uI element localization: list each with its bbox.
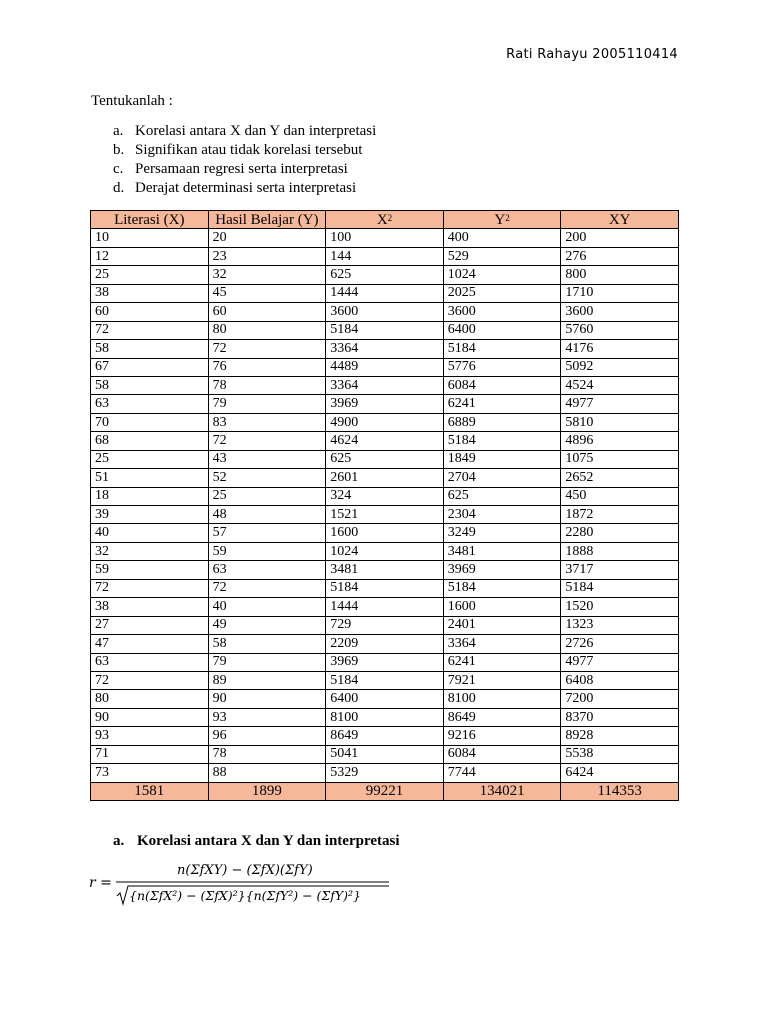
table-cell: 25 <box>91 266 209 284</box>
table-cell: 39 <box>91 506 209 524</box>
table-cell: 6424 <box>561 764 679 782</box>
table-cell: 3249 <box>443 524 561 542</box>
table-cell: 6400 <box>326 690 444 708</box>
table-cell: 2025 <box>443 284 561 302</box>
table-cell: 2280 <box>561 524 679 542</box>
table-cell: 5184 <box>443 340 561 358</box>
table-cell: 70 <box>91 413 209 431</box>
table-cell: 72 <box>208 432 326 450</box>
table-row <box>91 579 679 597</box>
header-label: Y <box>494 211 506 228</box>
table-cell: 38 <box>91 598 209 616</box>
table-cell: 5184 <box>326 671 444 689</box>
table-cell: 7744 <box>443 764 561 782</box>
table-cell: 80 <box>91 690 209 708</box>
task-marker: a. <box>113 123 124 139</box>
table-cell: 48 <box>208 506 326 524</box>
table-row <box>91 671 679 689</box>
table-cell: 2304 <box>443 506 561 524</box>
table-cell: 71 <box>91 745 209 763</box>
header-superscript: 2 <box>505 212 510 223</box>
table-cell: 7200 <box>561 690 679 708</box>
table-cell: 1024 <box>326 542 444 560</box>
table-cell: 79 <box>208 653 326 671</box>
task-item <box>91 160 376 179</box>
table-cell: 3364 <box>326 376 444 394</box>
table-cell: 40 <box>208 598 326 616</box>
table-cell: 1872 <box>561 506 679 524</box>
task-item <box>91 141 376 160</box>
table-cell: 2726 <box>561 635 679 653</box>
table-cell: 7921 <box>443 671 561 689</box>
table-cell: 72 <box>208 579 326 597</box>
correlation-formula <box>89 858 409 908</box>
table-cell: 58 <box>91 340 209 358</box>
table-cell: 5760 <box>561 321 679 339</box>
table-cell: 58 <box>208 635 326 653</box>
table-row <box>91 635 679 653</box>
table-cell: 4896 <box>561 432 679 450</box>
table-cell: 1888 <box>561 542 679 560</box>
task-text: Signifikan atau tidak korelasi tersebut <box>135 142 363 158</box>
table-row <box>91 395 679 413</box>
header-label: Literasi (X) <box>114 211 185 228</box>
table-cell: 67 <box>91 358 209 376</box>
total-cell: 114353 <box>561 782 679 800</box>
table-body <box>91 229 679 782</box>
table-cell: 2209 <box>326 635 444 653</box>
total-cell: 99221 <box>326 782 444 800</box>
table-cell: 45 <box>208 284 326 302</box>
table-row <box>91 450 679 468</box>
table-cell: 3969 <box>326 395 444 413</box>
table-cell: 80 <box>208 321 326 339</box>
table-cell: 93 <box>208 708 326 726</box>
table-row <box>91 616 679 634</box>
table-cell: 400 <box>443 229 561 247</box>
table-cell: 23 <box>208 247 326 265</box>
table-cell: 59 <box>91 561 209 579</box>
table-cell: 1024 <box>443 266 561 284</box>
intro-text: Tentukanlah : <box>91 93 173 109</box>
table-cell: 6084 <box>443 745 561 763</box>
table-row <box>91 653 679 671</box>
table-cell: 5776 <box>443 358 561 376</box>
table-cell: 800 <box>561 266 679 284</box>
table-row <box>91 487 679 505</box>
table-cell: 72 <box>91 579 209 597</box>
table-cell: 32 <box>208 266 326 284</box>
table-row <box>91 321 679 339</box>
table-cell: 78 <box>208 745 326 763</box>
table-cell: 8928 <box>561 727 679 745</box>
table-row <box>91 708 679 726</box>
table-cell: 8370 <box>561 708 679 726</box>
table-cell: 1444 <box>326 598 444 616</box>
data-table <box>90 210 679 801</box>
table-cell: 40 <box>91 524 209 542</box>
table-cell: 5041 <box>326 745 444 763</box>
table-cell: 1444 <box>326 284 444 302</box>
table-cell: 83 <box>208 413 326 431</box>
table-cell: 2401 <box>443 616 561 634</box>
header-xy <box>561 211 679 229</box>
table-cell: 3969 <box>443 561 561 579</box>
table-row <box>91 727 679 745</box>
table-row <box>91 340 679 358</box>
table-cell: 1520 <box>561 598 679 616</box>
table-cell: 47 <box>91 635 209 653</box>
task-text: Korelasi antara X dan Y dan interpretasi <box>135 123 377 139</box>
table-cell: 1600 <box>443 598 561 616</box>
table-cell: 57 <box>208 524 326 542</box>
table-cell: 3717 <box>561 561 679 579</box>
table-cell: 1323 <box>561 616 679 634</box>
table-cell: 4977 <box>561 395 679 413</box>
table-cell: 10 <box>91 229 209 247</box>
table-cell: 4176 <box>561 340 679 358</box>
table-cell: 63 <box>208 561 326 579</box>
task-item <box>91 122 376 141</box>
table-cell: 100 <box>326 229 444 247</box>
table-row <box>91 524 679 542</box>
header-label: Hasil Belajar (Y) <box>215 211 319 228</box>
table-cell: 52 <box>208 469 326 487</box>
table-row <box>91 745 679 763</box>
table-cell: 144 <box>326 247 444 265</box>
table-cell: 625 <box>326 266 444 284</box>
total-cell: 1899 <box>208 782 326 800</box>
table-row <box>91 690 679 708</box>
table-cell: 3600 <box>561 303 679 321</box>
table-cell: 68 <box>91 432 209 450</box>
table-cell: 5184 <box>326 579 444 597</box>
header-label: XY <box>608 211 631 228</box>
table-cell: 72 <box>91 321 209 339</box>
table-row <box>91 284 679 302</box>
task-item <box>91 179 376 198</box>
table-cell: 6400 <box>443 321 561 339</box>
table-row <box>91 266 679 284</box>
table-cell: 4900 <box>326 413 444 431</box>
table-cell: 20 <box>208 229 326 247</box>
table-cell: 2652 <box>561 469 679 487</box>
table-cell: 2704 <box>443 469 561 487</box>
table-cell: 12 <box>91 247 209 265</box>
author-name-id: Rati Rahayu 2005110414 <box>506 47 678 62</box>
table-cell: 5184 <box>443 432 561 450</box>
table-cell: 59 <box>208 542 326 560</box>
table-cell: 8100 <box>326 708 444 726</box>
table-cell: 450 <box>561 487 679 505</box>
formula-graphic <box>89 858 409 908</box>
table-cell: 3969 <box>326 653 444 671</box>
table-cell: 3600 <box>443 303 561 321</box>
table-cell: 25 <box>208 487 326 505</box>
table-cell: 729 <box>326 616 444 634</box>
table-cell: 1075 <box>561 450 679 468</box>
table-cell: 43 <box>208 450 326 468</box>
table-cell: 4977 <box>561 653 679 671</box>
table-cell: 3481 <box>443 542 561 560</box>
table-cell: 1710 <box>561 284 679 302</box>
table-cell: 5184 <box>326 321 444 339</box>
table-row <box>91 469 679 487</box>
table-cell: 6241 <box>443 653 561 671</box>
table-cell: 5184 <box>443 579 561 597</box>
table-cell: 60 <box>208 303 326 321</box>
table-cell: 2601 <box>326 469 444 487</box>
table-cell: 324 <box>326 487 444 505</box>
table-cell: 1849 <box>443 450 561 468</box>
table-cell: 1600 <box>326 524 444 542</box>
table-cell: 5538 <box>561 745 679 763</box>
table-cell: 90 <box>91 708 209 726</box>
table-cell: 76 <box>208 358 326 376</box>
table-cell: 6241 <box>443 395 561 413</box>
table-cell: 78 <box>208 376 326 394</box>
table-cell: 63 <box>91 395 209 413</box>
table-row <box>91 561 679 579</box>
table-cell: 8649 <box>443 708 561 726</box>
table-cell: 5092 <box>561 358 679 376</box>
table-row <box>91 432 679 450</box>
table-row <box>91 358 679 376</box>
table-cell: 6889 <box>443 413 561 431</box>
table-row <box>91 376 679 394</box>
table-row <box>91 598 679 616</box>
formula-denominator: {n(ΣfX²) − (ΣfX)²}{n(ΣfY²) − (ΣfY)²} <box>129 888 361 903</box>
table-header-row <box>91 211 679 229</box>
table-row <box>91 506 679 524</box>
table-cell: 4489 <box>326 358 444 376</box>
table-cell: 49 <box>208 616 326 634</box>
table-row <box>91 303 679 321</box>
table-cell: 88 <box>208 764 326 782</box>
table-row <box>91 542 679 560</box>
task-marker: c. <box>113 161 124 177</box>
table-cell: 8649 <box>326 727 444 745</box>
table-cell: 72 <box>208 340 326 358</box>
task-text: Persamaan regresi serta interpretasi <box>135 161 348 177</box>
table-cell: 60 <box>91 303 209 321</box>
task-marker: d. <box>113 180 125 196</box>
table-cell: 625 <box>326 450 444 468</box>
table-cell: 3364 <box>326 340 444 358</box>
table-cell: 5810 <box>561 413 679 431</box>
table-cell: 18 <box>91 487 209 505</box>
table-row <box>91 413 679 431</box>
table-row <box>91 247 679 265</box>
section-title: Korelasi antara X dan Y dan interpretasi <box>137 833 400 849</box>
table-totals-row <box>91 782 679 800</box>
header-x-squared <box>326 211 444 229</box>
header-superscript: 2 <box>387 212 393 223</box>
table-row <box>91 229 679 247</box>
table-cell: 6408 <box>561 671 679 689</box>
table-cell: 3364 <box>443 635 561 653</box>
table-cell: 9216 <box>443 727 561 745</box>
task-list <box>91 122 376 198</box>
table-cell: 90 <box>208 690 326 708</box>
task-text: Derajat determinasi serta interpretasi <box>135 180 357 196</box>
total-cell: 134021 <box>443 782 561 800</box>
header-label: X <box>376 211 388 228</box>
formula-numerator: n(ΣfXY) − (ΣfX)(ΣfY) <box>177 863 313 878</box>
table-cell: 625 <box>443 487 561 505</box>
table-cell: 32 <box>91 542 209 560</box>
table-cell: 276 <box>561 247 679 265</box>
table-cell: 79 <box>208 395 326 413</box>
table-cell: 1521 <box>326 506 444 524</box>
formula-lhs: r = <box>89 875 112 891</box>
section-a-heading <box>113 833 400 850</box>
table-cell: 3600 <box>326 303 444 321</box>
task-marker: b. <box>113 142 125 158</box>
header-literasi-x <box>91 211 209 229</box>
table-cell: 5329 <box>326 764 444 782</box>
total-cell: 1581 <box>91 782 209 800</box>
table-cell: 5184 <box>561 579 679 597</box>
table-cell: 89 <box>208 671 326 689</box>
table-cell: 93 <box>91 727 209 745</box>
table-cell: 51 <box>91 469 209 487</box>
table-cell: 200 <box>561 229 679 247</box>
table-row <box>91 764 679 782</box>
header-hasil-belajar-y <box>208 211 326 229</box>
table-cell: 25 <box>91 450 209 468</box>
table-cell: 96 <box>208 727 326 745</box>
table-cell: 58 <box>91 376 209 394</box>
table-cell: 4524 <box>561 376 679 394</box>
table-cell: 73 <box>91 764 209 782</box>
table-cell: 6084 <box>443 376 561 394</box>
table-cell: 3481 <box>326 561 444 579</box>
table-cell: 63 <box>91 653 209 671</box>
table-cell: 4624 <box>326 432 444 450</box>
table-cell: 38 <box>91 284 209 302</box>
table-cell: 27 <box>91 616 209 634</box>
section-marker: a. <box>113 833 125 849</box>
table-cell: 72 <box>91 671 209 689</box>
header-y-squared <box>443 211 561 229</box>
table-cell: 8100 <box>443 690 561 708</box>
table-cell: 529 <box>443 247 561 265</box>
